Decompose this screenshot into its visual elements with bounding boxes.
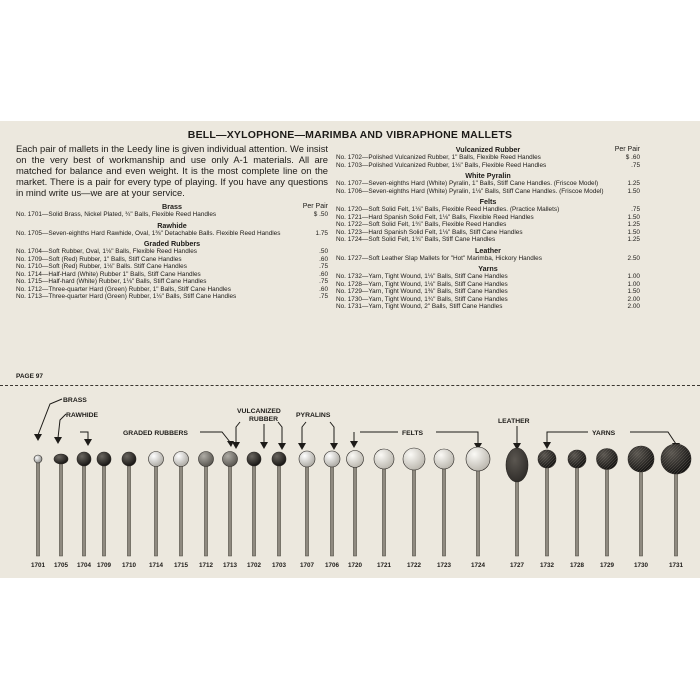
- entry-description: No. 1723—Hard Spanish Solid Felt, 1⅛" Balls, Stiff Cane Handles: [336, 228, 523, 236]
- mallet-number: 1710: [121, 562, 137, 569]
- mallet-row: [31, 444, 691, 569]
- mallet-number: 1731: [668, 562, 684, 569]
- mallet-head: [434, 449, 454, 469]
- entry-price: 2.00: [627, 295, 640, 303]
- mallet-handle: [305, 459, 308, 556]
- entry-description: No. 1728—Yarn, Tight Wound, 1⅛" Balls, Stiff Cane Handles: [336, 280, 508, 288]
- entry-description: No. 1731—Yarn, Tight Wound, 2" Balls, Stiff Cane Handles: [336, 303, 503, 310]
- mallet-head: [122, 452, 136, 466]
- mallet-handle: [476, 459, 479, 556]
- mallet-number: 1714: [148, 562, 164, 569]
- section-heading: Graded Rubbers: [143, 239, 201, 249]
- mallet-handle: [639, 459, 642, 556]
- mallet-handle: [605, 459, 608, 556]
- entry-price: .50: [319, 248, 328, 256]
- per-pair-label: Per Pair: [614, 146, 640, 153]
- entry-price: .60: [319, 255, 328, 263]
- entry-price: 1.25: [627, 236, 640, 243]
- mallet-1704: [77, 452, 92, 569]
- entry-price: 1.25: [627, 221, 640, 228]
- entry-description: No. 1707—Seven-eighths Hard (White) Pyralin, 1" Balls, Stiff Cane Handles. (Friscoe Model): [336, 180, 599, 187]
- entry-price: $ .60: [625, 154, 640, 161]
- entry-description: No. 1722—Soft Solid Felt, 1¾" Balls, Flexible Reed Handles: [336, 221, 507, 228]
- mallet-handle: [59, 459, 62, 556]
- entry-description: No. 1702—Polished Vulcanized Rubber, 1" Balls, Flexible Reed Handles: [336, 154, 541, 161]
- mallet-number: 1705: [53, 562, 69, 569]
- entry-price: 1.00: [627, 273, 640, 280]
- mallet-1701: [31, 455, 46, 569]
- label-brass: BRASS: [63, 397, 87, 404]
- label-pyralins: PYRALINS: [296, 412, 331, 419]
- label-graded-rubbers: GRADED RUBBERS: [123, 430, 188, 437]
- mallet-1732: [538, 450, 556, 569]
- mallet-1724: [466, 447, 490, 569]
- mallet-number: 1709: [96, 562, 112, 569]
- entry-price: $ .50: [313, 211, 328, 219]
- label-vulcanized: VULCANIZED: [237, 408, 281, 415]
- mallet-1722: [403, 448, 425, 569]
- entry-price: 1.50: [627, 288, 640, 295]
- entry-description: No. 1706—Seven-eighths Hard (White) Pyralin, 1⅛" Balls, Stiff Cane Handles. (Friscoe Model): [336, 187, 604, 195]
- entry-price: 1.25: [627, 180, 640, 187]
- mallet-head-texture: [506, 448, 528, 482]
- mallet-1729: [597, 449, 618, 570]
- entry-price: .75: [319, 263, 328, 271]
- mallet-handle: [179, 459, 182, 556]
- page-number: PAGE 97: [16, 373, 43, 380]
- section-heading: Vulcanized Rubber: [455, 145, 521, 154]
- label-leather: LEATHER: [498, 418, 530, 425]
- mallet-1715: [174, 452, 189, 570]
- entry-price: 1.00: [627, 280, 640, 288]
- mallet-handle: [154, 459, 157, 556]
- entry-description: No. 1712—Three-quarter Hard (Green) Rubber, 1" Balls, Stiff Cane Handles: [16, 285, 231, 293]
- entry-description: No. 1703—Polished Vulcanized Rubber, 1⅛" Balls, Flexible Reed Handles: [336, 161, 547, 169]
- mallet-handle: [330, 459, 333, 556]
- mallet-1707: [299, 451, 315, 569]
- mallet-handle: [127, 459, 130, 556]
- mallet-head: [97, 452, 111, 466]
- mallet-number: 1728: [569, 562, 585, 569]
- mallet-handle: [353, 459, 356, 556]
- entry-price: 2.00: [627, 303, 640, 310]
- mallet-handle: [277, 459, 280, 556]
- mallet-head: [223, 452, 238, 467]
- mallet-number: 1721: [376, 562, 392, 569]
- mallet-number: 1727: [509, 562, 525, 569]
- mallet-head: [299, 451, 315, 467]
- mallet-head: [54, 454, 68, 464]
- mallet-number: 1724: [470, 562, 486, 569]
- mallet-handle: [204, 459, 207, 556]
- catalog-page: [0, 121, 700, 578]
- mallet-1702: [247, 452, 262, 569]
- pointer-lines: [38, 399, 676, 444]
- entry-description: No. 1709—Soft (Red) Rubber, 1" Balls, Stiff Cane Handles: [16, 255, 182, 263]
- mallet-1728: [568, 450, 586, 569]
- mallet-number: 1732: [539, 562, 555, 569]
- mallet-head: [324, 451, 340, 467]
- mallet-handle: [575, 459, 578, 556]
- section-heading: Brass: [162, 202, 182, 212]
- mallet-1727: [506, 448, 528, 569]
- mallet-head: [199, 452, 214, 467]
- mallet-1705: [54, 454, 69, 569]
- entry-description: No. 1729—Yarn, Tight Wound, 1⅜" Balls, Stiff Cane Handles: [336, 288, 508, 295]
- entry-price: 1.50: [627, 187, 640, 195]
- mallet-number: 1701: [30, 562, 46, 569]
- mallet-number: 1706: [324, 562, 340, 569]
- mallet-1723: [434, 449, 454, 569]
- mallet-handle: [442, 459, 445, 556]
- entry-description: No. 1732—Yarn, Tight Wound, 1⅛" Balls, Stiff Cane Handles: [336, 273, 508, 280]
- section-heading: White Pyralin: [465, 171, 511, 180]
- label-rubber: RUBBER: [249, 416, 279, 423]
- mallet-head-texture: [628, 446, 654, 472]
- mallet-head-texture: [597, 449, 618, 470]
- mallet-number: 1707: [299, 562, 315, 569]
- mallet-head: [403, 448, 425, 470]
- mallet-1731: [661, 444, 691, 569]
- mallet-handle: [82, 459, 85, 556]
- mallet-number: 1713: [222, 562, 238, 569]
- entry-description: No. 1710—Soft (Red) Rubber, 1⅛" Balls. Stiff Cane Handles: [16, 263, 187, 271]
- entry-description: No. 1721—Hard Spanish Solid Felt, 1⅛" Balls, Flexible Reed Handles: [336, 213, 534, 221]
- mallet-1710: [122, 452, 137, 569]
- mallet-handle: [102, 459, 105, 556]
- entry-price: .75: [319, 278, 328, 286]
- entry-price: 1.50: [627, 228, 640, 236]
- mallet-1721: [374, 449, 394, 569]
- mallet-number: 1703: [271, 562, 287, 569]
- mallet-handle: [545, 459, 548, 556]
- entry-description: No. 1705—Seven-eighths Hard Rawhide, Oval, 1⅜" Detachable Balls. Flexible Reed Handles: [16, 229, 281, 237]
- entry-price: .75: [631, 206, 640, 213]
- mallet-head-texture: [538, 450, 556, 468]
- mallet-head: [374, 449, 394, 469]
- mallet-1720: [347, 451, 364, 570]
- mallet-1730: [628, 446, 654, 569]
- entry-price: .75: [319, 293, 328, 301]
- label-felts: FELTS: [402, 430, 424, 437]
- mallet-handle: [228, 459, 231, 556]
- mallet-1709: [97, 452, 112, 569]
- entry-description: No. 1720—Soft Solid Felt, 1⅛" Balls, Flexible Reed Handles. (Practice Mallets): [336, 206, 560, 213]
- mallet-number: 1729: [599, 562, 615, 569]
- mallet-head: [77, 452, 91, 466]
- section-heading: Leather: [475, 245, 501, 255]
- entry-description: No. 1701—Solid Brass, Nickel Plated, ¾" Balls, Flexible Reed Handles: [16, 211, 217, 219]
- mallet-1713: [223, 452, 238, 570]
- mallet-1712: [199, 452, 214, 570]
- mallet-head: [272, 452, 286, 466]
- entry-description: No. 1714—Half-Hard (White) Rubber 1" Balls, Stiff Cane Handles: [16, 270, 201, 278]
- mallet-head: [247, 452, 261, 466]
- mallet-number: 1702: [246, 562, 262, 569]
- entry-price: 1.50: [627, 213, 640, 221]
- entry-description: No. 1727—Soft Leather Slap Mallets for "Hot" Marimba, Hickory Handles: [336, 254, 542, 262]
- entry-description: No. 1715—Half-hard (White) Rubber, 1⅛" Balls, Stiff Cane Handles: [16, 278, 207, 286]
- mallet-head: [34, 455, 42, 463]
- mallet-number: 1730: [633, 562, 649, 569]
- mallet-1703: [272, 452, 287, 569]
- mallet-number: 1720: [347, 562, 363, 569]
- label-yarns: YARNS: [592, 430, 616, 437]
- mallet-number: 1723: [436, 562, 452, 569]
- entry-description: No. 1724—Soft Solid Felt, 1¾" Balls, Stiff Cane Handles: [336, 236, 496, 243]
- section-heading: Yarns: [478, 264, 498, 273]
- page-title: BELL—XYLOPHONE—MARIMBA AND VIBRAPHONE MALLETS: [187, 129, 513, 141]
- mallet-handle: [252, 459, 255, 556]
- mallet-number: 1704: [76, 562, 92, 569]
- mallet-head: [149, 452, 164, 467]
- entry-description: No. 1713—Three-quarter Hard (Green) Rubber, 1⅛" Balls, Stiff Cane Handles: [16, 293, 237, 301]
- entry-price: 1.75: [315, 229, 328, 237]
- entry-price: .60: [319, 270, 328, 278]
- mallet-handle: [382, 459, 385, 556]
- mallet-1714: [149, 452, 164, 570]
- intro-paragraph: Each pair of mallets in the Leedy line is given individual attention. We insist on the very best of workmanship and use only A-1 materials. All are matched for balance and even weight. It is the most complete line on the market. There is a pair for every type of playing. If you have any questions in mind write us—we are at your service.: [16, 143, 328, 199]
- mallet-handle: [36, 459, 39, 556]
- entry-price: .60: [319, 285, 328, 293]
- label-rawhide: RAWHIDE: [66, 412, 99, 419]
- per-pair-label: Per Pair: [302, 203, 328, 211]
- entry-description: No. 1704—Soft Rubber, Oval, 1⅛" Balls, Flexible Reed Handles: [16, 248, 197, 256]
- mallet-1706: [324, 451, 340, 569]
- mallet-head-texture: [568, 450, 586, 468]
- mallet-head: [466, 447, 490, 471]
- entry-price: .75: [631, 161, 640, 169]
- mallet-handle: [412, 459, 415, 556]
- mallet-number: 1722: [406, 562, 422, 569]
- mallet-head-texture: [661, 444, 691, 474]
- mallet-head: [347, 451, 364, 468]
- section-heading: Rawhide: [157, 220, 187, 230]
- mallet-illustration: [0, 121, 700, 578]
- section-heading: Felts: [479, 197, 497, 206]
- entry-price: 2.50: [627, 254, 640, 262]
- mallet-number: 1715: [173, 562, 189, 569]
- mallet-head: [174, 452, 189, 467]
- entry-description: No. 1730—Yarn, Tight Wound, 1¾" Balls, Stiff Cane Handles: [336, 295, 508, 303]
- mallet-number: 1712: [198, 562, 214, 569]
